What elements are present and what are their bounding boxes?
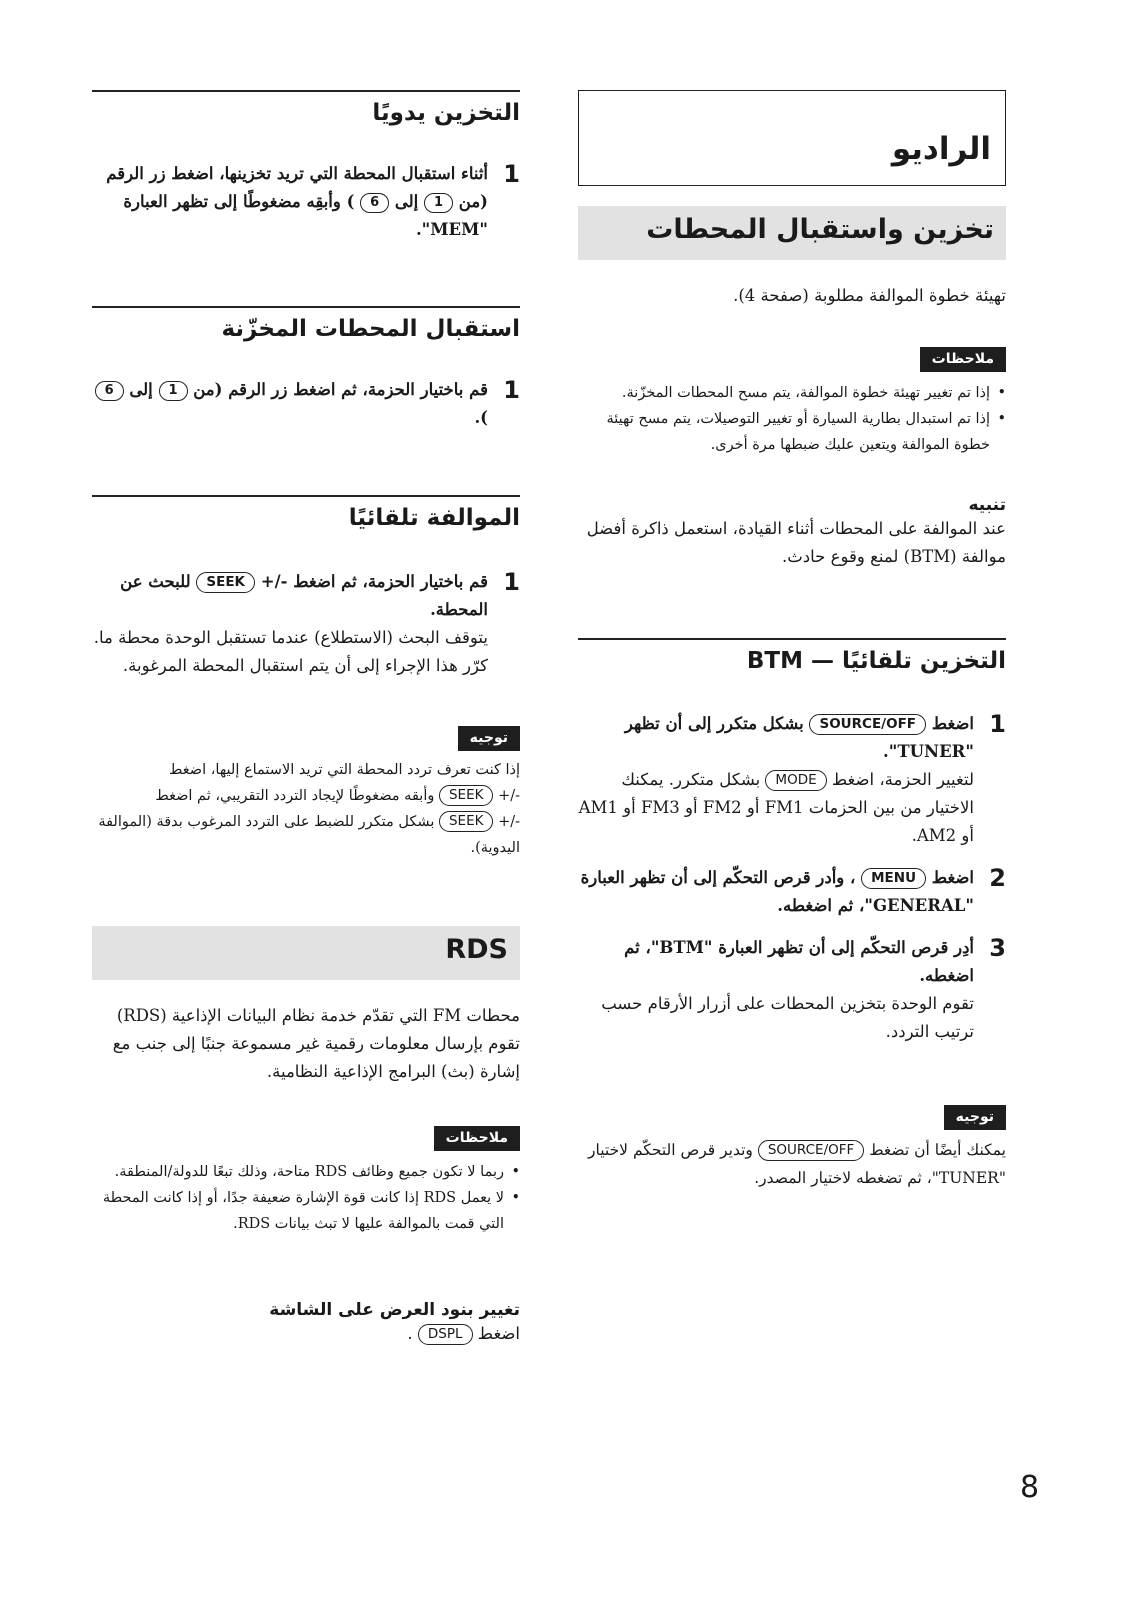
tip-badge: توجيه	[458, 726, 520, 751]
section-rule	[92, 495, 520, 497]
step-text: ، وأدر قرص التحكّم إلى أن تظهر العبارة "GENERAL"، ثم اضغطه.	[580, 868, 974, 915]
rds-intro: محطات FM التي تقدّم خدمة نظام البيانات الإذاعية (RDS) تقوم بإرسال معلومات رقمية غير مسموعة جنبًا إلى جنب مع إشارة (بث) البرامج الإذاعية النظامية.	[112, 1006, 520, 1081]
tip-badge: توجيه	[944, 1105, 1006, 1130]
step-instruction	[92, 568, 488, 624]
tip-text-part: يمكنك أيضًا أن تضغط	[869, 1141, 1006, 1159]
step-instruction	[578, 710, 974, 766]
page-title-box	[578, 90, 1006, 186]
btm-steps	[578, 710, 1006, 1046]
caution-text: عند الموالفة على المحطات أثناء القيادة، استعمل ذاكرة أفضل موالفة (BTM) لمنع وقوع حادث.	[586, 519, 1006, 566]
tip-text-part: وأبقه مضغوطًا لإيجاد التردد التقريبي، ثم اضغط	[155, 788, 435, 804]
menu-button: MENU	[861, 868, 926, 889]
btm-step-1	[578, 710, 1006, 850]
step-instruction	[92, 376, 488, 432]
intro-text: تهيئة خطوة الموالفة مطلوبة (صفحة 4).	[733, 286, 1006, 305]
source-off-button: SOURCE/OFF	[758, 1140, 864, 1161]
tip-line: إذا كنت تعرف تردد المحطة التي تريد الاستماع إليها، اضغط	[169, 762, 520, 778]
note-item: • ربما لا تكون جميع وظائف RDS متاحة، وذلك تبعًا للدولة/المنطقة.	[92, 1159, 504, 1185]
auto-title: الموالفة تلقائيًا	[348, 505, 520, 531]
preset-1-button: 1	[159, 381, 188, 401]
step-text: اضغط	[931, 868, 974, 887]
btm-step-2	[578, 864, 1006, 920]
step-text: قم باختيار الحزمة، ثم اضغط -/+	[260, 572, 488, 591]
seek-button: SEEK	[196, 572, 255, 593]
step-instruction	[578, 864, 974, 920]
notes-block	[92, 1126, 520, 1237]
preset-6-button: 6	[360, 193, 389, 213]
step-instruction: أدِر قرص التحكّم إلى أن تظهر العبارة "BTM"، ثم اضغطه.	[624, 938, 974, 985]
caution-title: تنبيه	[968, 495, 1006, 515]
step-text: بشكل متكرر إلى أن تظهر "TUNER".	[624, 714, 974, 761]
notes-badge: ملاحظات	[434, 1126, 520, 1151]
notes-list	[92, 1159, 520, 1237]
tip-text-part: -/+	[498, 814, 520, 830]
manual-title: التخزين يدويًا	[372, 100, 520, 126]
tip-line	[92, 783, 520, 809]
preset-6-button: 6	[95, 381, 124, 401]
step-instruction	[92, 160, 488, 244]
step-number: 1	[503, 376, 520, 404]
tip-text-part: وتدير قرص التحكّم لاختيار "TUNER"، ثم تضغطه لاختيار المصدر.	[588, 1141, 1006, 1187]
step-text: إلى	[394, 192, 419, 211]
mode-button: MODE	[765, 770, 826, 791]
display-text-part: .	[407, 1324, 413, 1343]
step-detail	[578, 766, 974, 850]
source-off-button: SOURCE/OFF	[809, 714, 926, 735]
recall-title: استقبال المحطات المخزّنة	[221, 316, 520, 342]
btm-title: التخزين تلقائيًا — BTM	[746, 648, 1006, 674]
tip-line	[92, 809, 520, 861]
page-title: الراديو	[891, 131, 991, 167]
section-title: تخزين واستقبال المحطات	[646, 214, 994, 245]
section-header	[578, 206, 1006, 260]
note-item: • لا يعمل RDS إذا كانت قوة الإشارة ضعيفة جدًا، أو إذا كانت المحطة التي قمت بالموالفة عليها لا تبث بيانات RDS.	[92, 1185, 504, 1237]
step-text: ).	[474, 408, 488, 427]
section-rule	[92, 306, 520, 308]
step-detail: يتوقف البحث (الاستطلاع) عندما تستقبل الوحدة محطة ما. كرّر هذا الإجراء إلى أن يتم استقبال المحطة المرغوبة.	[93, 628, 488, 675]
note-item: • إذا تم استبدال بطارية السيارة أو تغيير التوصيلات، يتم مسح تهيئة خطوة الموالفة ويتعين عليك ضبطها مرة أخرى.	[578, 406, 990, 458]
tip-text-part: بشكل متكرر للضبط على التردد المرغوب بدقة (الموالفة اليدوية).	[98, 814, 520, 856]
step-number: 2	[989, 864, 1006, 892]
notes-block	[578, 347, 1006, 458]
notes-list	[578, 380, 1006, 458]
page-number: 8	[1020, 1470, 1040, 1505]
notes-badge: ملاحظات	[920, 347, 1006, 372]
tip-text-part: -/+	[498, 788, 520, 804]
step-text: إلى	[129, 380, 153, 399]
tip-text	[92, 757, 520, 861]
step-text: للبحث عن المحطة.	[120, 572, 488, 619]
section-rule	[578, 638, 1006, 640]
display-title: تغيير بنود العرض على الشاشة	[269, 1300, 520, 1320]
seek-button: SEEK	[439, 811, 493, 832]
step-number: 3	[989, 934, 1006, 962]
step-text: أثناء استقبال المحطة التي تريد تخزينها، اضغط زر الرقم (من	[106, 164, 488, 211]
display-block	[92, 1300, 520, 1348]
preset-1-button: 1	[424, 193, 453, 213]
recall-step	[92, 376, 520, 432]
auto-step	[92, 568, 520, 680]
step-text: لتغيير الحزمة، اضغط	[831, 770, 974, 789]
rds-title: RDS	[445, 934, 508, 965]
step-text: بشكل متكرر. يمكنك الاختيار من بين الحزمات FM1 أو FM2 أو FM3 أو AM1 أو AM2.	[578, 770, 974, 845]
tip-block	[578, 1105, 1006, 1192]
rds-header	[92, 926, 520, 980]
step-number: 1	[503, 160, 520, 188]
btm-step-3	[578, 934, 1006, 1046]
step-number: 1	[989, 710, 1006, 738]
step-number: 1	[503, 568, 520, 596]
dspl-button: DSPL	[418, 1324, 473, 1345]
note-item: • إذا تم تغيير تهيئة خطوة الموالفة، يتم مسح المحطات المخزّنة.	[578, 380, 990, 406]
step-text: ) وأبقِه مضغوطًا إلى تظهر العبارة "MEM".	[123, 192, 488, 239]
seek-button: SEEK	[439, 785, 493, 806]
manual-step	[92, 160, 520, 244]
caution-block	[578, 495, 1006, 571]
tip-block	[92, 726, 520, 861]
display-text	[92, 1320, 520, 1348]
tip-text	[578, 1136, 1006, 1192]
step-detail: تقوم الوحدة بتخزين المحطات على أزرار الأرقام حسب ترتيب التردد.	[601, 994, 974, 1041]
step-text: اضغط	[931, 714, 974, 733]
step-text: قم باختيار الحزمة، ثم اضغط زر الرقم (من	[193, 380, 488, 399]
display-text-part: اضغط	[477, 1324, 520, 1343]
section-rule	[92, 90, 520, 92]
